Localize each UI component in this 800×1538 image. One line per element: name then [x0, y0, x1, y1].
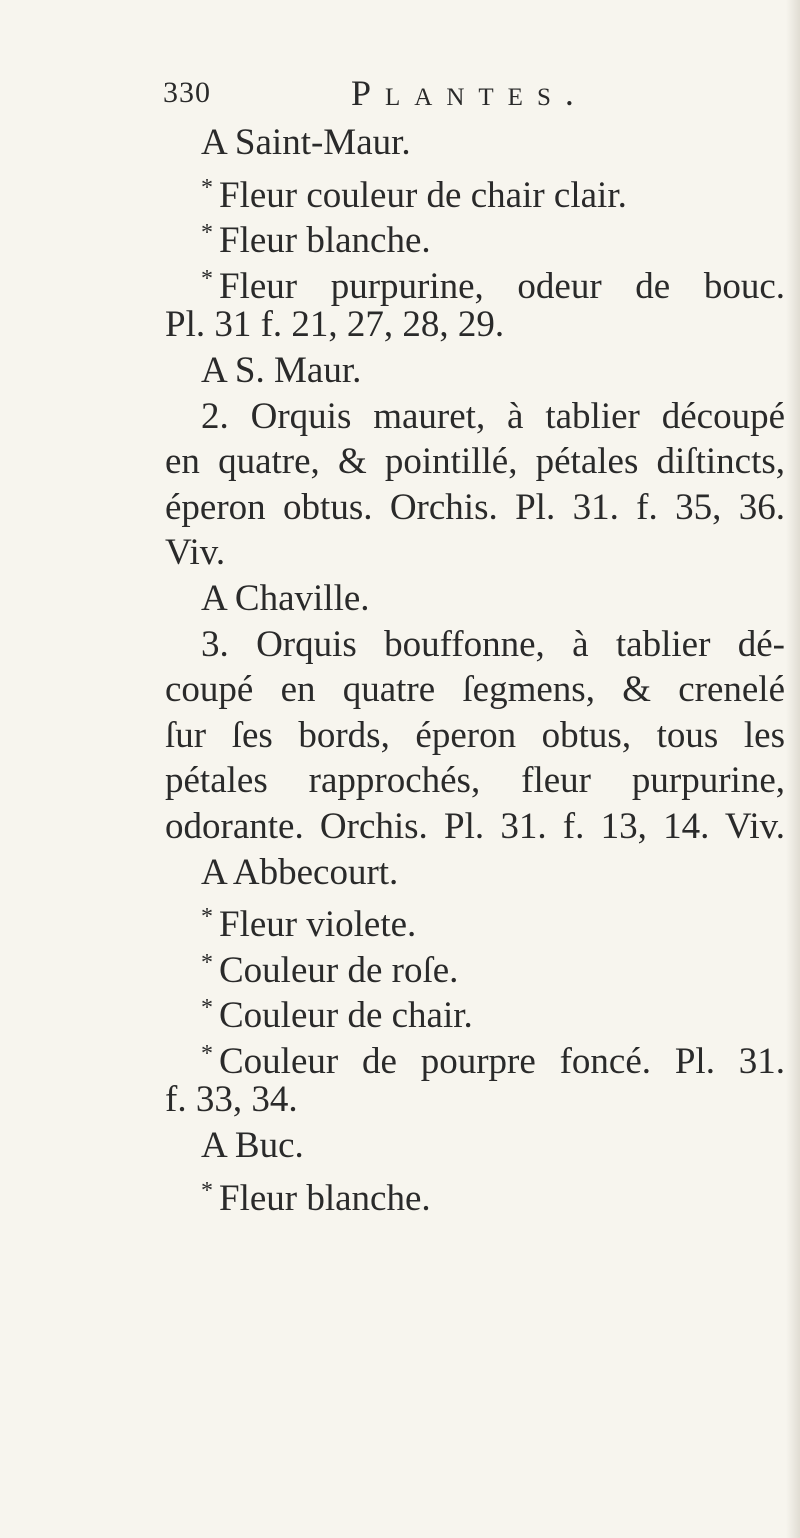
text-line [165, 439, 785, 485]
text-line [165, 713, 785, 759]
text-line [165, 622, 785, 668]
text-line [165, 667, 785, 713]
text-line [165, 302, 785, 348]
line-text: Couleur de chair. [219, 995, 473, 1037]
text-line [165, 850, 785, 896]
asterisk-mark: * [201, 1177, 213, 1204]
text-line [165, 758, 785, 804]
text-line [165, 348, 785, 394]
line-text: Fleur blanche. [219, 220, 431, 262]
text-line [165, 895, 785, 946]
text-line [165, 576, 785, 622]
line-text: Couleur de pourpre foncé. Pl. 31. [219, 1040, 785, 1082]
text-line [165, 211, 785, 262]
text-line [165, 1077, 785, 1123]
line-text: Viv. [165, 532, 226, 574]
line-text: Fleur violete. [219, 904, 417, 946]
line-text: Fleur couleur de chair clair. [219, 174, 627, 216]
text-line [165, 941, 785, 991]
running-title: Plantes. [351, 73, 588, 113]
line-text: en quatre, & pointillé, pétales diſtincts, [165, 441, 785, 483]
line-text: odorante. Orchis. Pl. 31. f. 13, 14. Viv. [165, 805, 785, 847]
text-line [165, 120, 785, 166]
text-line [165, 166, 785, 216]
page-number: 330 [163, 76, 211, 109]
line-text: éperon obtus. Orchis. Pl. 31. f. 35, 36. [165, 486, 785, 528]
line-text: pétales rapprochés, fleur purpurine, [165, 760, 785, 802]
line-text: Pl. 31 f. 21, 27, 28, 29. [165, 304, 505, 346]
line-text: Couleur de roſe. [219, 949, 459, 991]
asterisk-mark: * [201, 174, 213, 201]
text-line [165, 804, 785, 850]
line-text: Fleur purpurine, odeur de bouc. [219, 265, 785, 307]
line-text: coupé en quatre ſegmens, & crenelé [165, 669, 785, 711]
line-text: ſur ſes bords, éperon obtus, tous les [165, 714, 785, 756]
line-text: 3. Orquis bouffonne, à tablier dé- [201, 623, 785, 665]
line-text: A S. Maur. [201, 349, 362, 391]
line-text: A Buc. [201, 1125, 304, 1167]
text-line [165, 257, 785, 307]
line-text: Fleur blanche. [219, 1177, 431, 1219]
text-line [165, 986, 785, 1037]
asterisk-mark: * [201, 220, 213, 247]
line-text: A Saint-Maur. [201, 122, 411, 163]
text-line [165, 530, 785, 576]
page-header [163, 72, 683, 122]
text-line [165, 1169, 785, 1219]
asterisk-mark: * [201, 265, 213, 292]
asterisk-mark: * [201, 904, 213, 931]
text-line [165, 394, 785, 440]
line-text: A Chaville. [201, 577, 370, 619]
asterisk-mark: * [201, 995, 213, 1022]
line-text: 2. Orquis mauret, à tablier découpé [201, 395, 785, 437]
asterisk-mark: * [201, 1040, 213, 1067]
line-text: A Abbecourt. [201, 851, 399, 893]
text-line [165, 1123, 785, 1169]
line-text: f. 33, 34. [165, 1079, 298, 1121]
asterisk-mark: * [201, 949, 213, 976]
text-line [165, 1032, 785, 1082]
body-text [165, 120, 785, 1219]
page-edge-shadow [786, 0, 800, 1538]
text-line [165, 485, 785, 531]
